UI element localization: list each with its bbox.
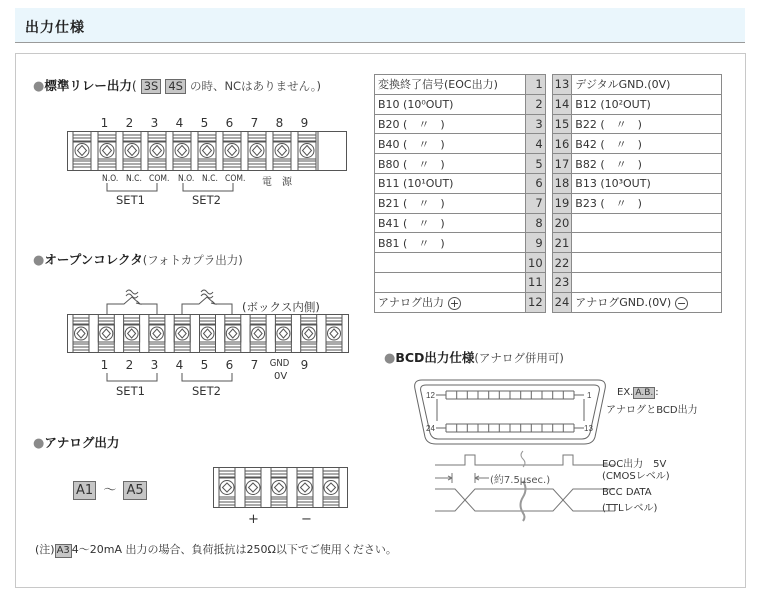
analog-title: アナログ出力 [44, 435, 120, 450]
open-collector-terminal-numbers: 1 2 3 4 5 6 7 GND 9 [100, 358, 309, 372]
gnd-0v-label: 0V [274, 371, 288, 382]
table-row: 変換終了信号(EOC出力) 1 13 デジタルGND.(0V) [375, 75, 722, 95]
bcc-data-label: BCC DATA [602, 487, 652, 498]
svg-text:13: 13 [584, 424, 593, 433]
table-row: B21 ( 〃 ) 7 19 B23 ( 〃 ) [375, 193, 722, 213]
relay-label-nc-1: N.C. [126, 174, 142, 184]
relay-section-title: ●標準リレー出力( 3S 4S の時、NCはありません。) [33, 78, 322, 94]
bullet-icon: ● [33, 79, 45, 94]
analog-range: A1 〜 A5 [73, 479, 147, 500]
open-collector-terminal-block [67, 314, 349, 354]
tag-3s: 3S [141, 79, 162, 94]
relay-label-power: 電 源 [262, 177, 292, 188]
svg-text:24: 24 [426, 424, 435, 433]
relay-terminal-block [67, 131, 347, 171]
table-row: B11 (10¹OUT) 6 18 B13 (10³OUT) [375, 173, 722, 193]
analog-terminal-block [213, 467, 348, 509]
bcd-title: BCD出力仕様 [395, 350, 475, 365]
svg-text:1: 1 [587, 391, 592, 400]
analog-minus-label: − [301, 512, 312, 527]
open-collector-set1-label: SET1 [116, 384, 145, 398]
bcd-example-desc: アナログとBCD出力 [606, 405, 698, 416]
table-row: B10 (10⁰OUT) 2 14 B12 (10²OUT) [375, 94, 722, 114]
bcd-example-label: EX. A.B. : [617, 387, 659, 398]
tag-a3: A3 [56, 545, 70, 556]
bcd-connector-icon [412, 379, 608, 445]
relay-label-no-1: N.O. [102, 174, 119, 184]
bcd-section-title [384, 348, 564, 366]
bullet-icon: ● [384, 351, 396, 366]
box-inside-note: (ボックス内側) [242, 300, 320, 314]
relay-set2-label: SET2 [192, 193, 221, 207]
table-row: B81 ( 〃 ) 9 21 [375, 233, 722, 253]
open-collector-set2-label: SET2 [192, 384, 221, 398]
table-row: B41 ( 〃 ) 8 20 [375, 213, 722, 233]
svg-text:12: 12 [426, 391, 435, 400]
table-row: 10 22 [375, 253, 722, 273]
bcc-level-label: (TTLレベル) [602, 503, 658, 514]
analog-plus-label: + [248, 512, 259, 527]
open-collector-title: オープンコレクタ [44, 252, 143, 267]
page-header [15, 8, 745, 43]
relay-label-com-1: COM. [149, 174, 170, 184]
plus-circle-icon: + [449, 296, 460, 310]
relay-note: の時、NCはありません。) [189, 79, 322, 93]
table-row: アナログ出力 + 12 24 アナログGND.(0V) − [375, 292, 722, 312]
table-row: B40 ( 〃 ) 4 16 B42 ( 〃 ) [375, 134, 722, 154]
tag-a1: A1 [73, 481, 96, 500]
relay-terminal-numbers: 1 2 3 4 5 6 7 8 9 [100, 116, 309, 130]
table-row: B80 ( 〃 ) 5 17 B82 ( 〃 ) [375, 154, 722, 174]
table-row: 11 23 [375, 272, 722, 292]
footnote: (注) A3 4〜20mA 出力の場合、負荷抵抗は250Ω以下でご使用ください。 [35, 543, 397, 556]
bcd-timing-diagram [425, 451, 615, 521]
relay-label-com-2: COM. [225, 174, 246, 184]
tag-ab: A.B. [635, 388, 654, 398]
analog-section-title [33, 433, 119, 451]
bullet-icon: ● [33, 253, 45, 268]
open-collector-section-title [33, 250, 243, 268]
relay-set1-label: SET1 [116, 193, 145, 207]
tag-a5: A5 [123, 481, 146, 500]
relay-label-no-2: N.O. [178, 174, 195, 184]
table-row: B20 ( 〃 ) 3 15 B22 ( 〃 ) [375, 114, 722, 134]
open-collector-subtitle: (フォトカプラ出力) [142, 253, 243, 267]
bullet-icon: ● [33, 436, 45, 451]
bcd-pin-table [374, 74, 722, 313]
tag-4s: 4S [165, 79, 186, 94]
timing-gap-label: (約7.5μsec.) [490, 475, 551, 486]
page-title: 出力仕様 [25, 20, 85, 36]
relay-label-nc-2: N.C. [202, 174, 218, 184]
photocoupler-transistor-icons [100, 283, 260, 315]
eoc-level-label: (CMOSレベル) [602, 471, 670, 482]
eoc-output-label: EOC出力 5V [602, 459, 667, 470]
relay-title: 標準リレー出力 [44, 78, 132, 93]
minus-circle-icon: − [677, 296, 687, 310]
bcd-subtitle: (アナログ併用可) [474, 351, 564, 365]
